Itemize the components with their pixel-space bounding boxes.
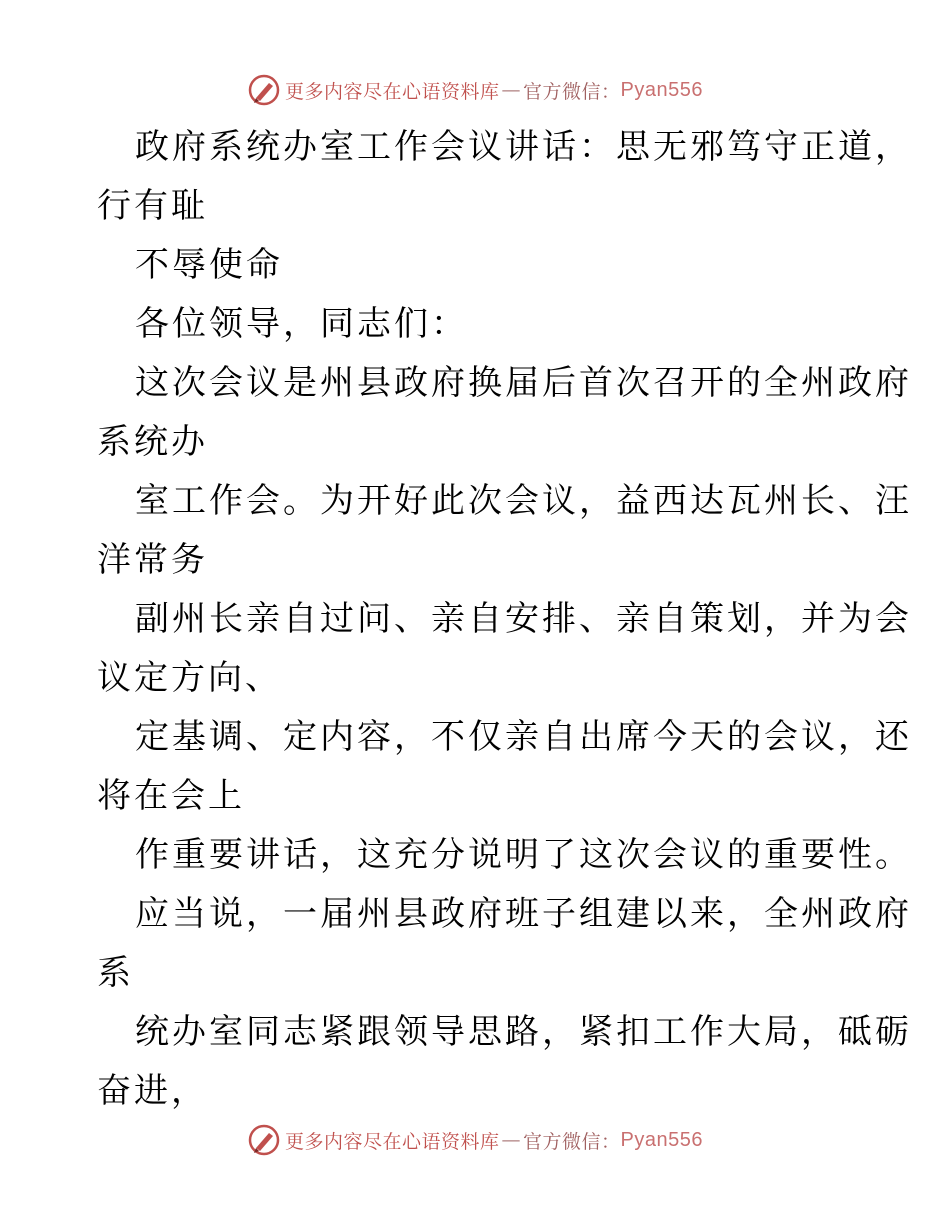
footer-wechat-id: Pyan556	[620, 1128, 703, 1151]
footer-banner-separator: —	[501, 1129, 522, 1151]
body-line: 系	[97, 953, 134, 993]
body-line: 这次会议是州县政府换届后首次召开的全州政府	[135, 363, 912, 403]
header-banner	[0, 70, 950, 110]
header-wechat-label: 官方微信：	[523, 80, 621, 103]
body-line: 各位领导，同志们：	[135, 304, 468, 344]
footer-banner-text: 更多内容尽在心语资料库	[285, 1130, 500, 1153]
document-body	[97, 118, 912, 1121]
header-banner-separator: —	[501, 79, 522, 101]
body-line: 奋进，	[97, 1071, 208, 1111]
body-line: 统办室同志紧跟领导思路，紧扣工作大局，砥砺	[135, 1012, 912, 1052]
body-line: 议定方向、	[97, 658, 282, 698]
body-line: 应当说，一届州县政府班子组建以来，全州政府	[135, 894, 912, 934]
footer-banner	[0, 1120, 950, 1160]
body-line: 将在会上	[97, 776, 245, 816]
body-line: 系统办	[97, 422, 208, 462]
body-line: 定基调、定内容，不仅亲自出席今天的会议，还	[135, 717, 912, 757]
body-line: 作重要讲话，这充分说明了这次会议的重要性。	[135, 835, 912, 875]
body-line: 行有耻	[97, 186, 208, 226]
body-line: 副州长亲自过问、亲自安排、亲自策划，并为会	[135, 599, 912, 639]
body-line: 政府系统办室工作会议讲话：思无邪笃守正道，	[135, 127, 912, 167]
pen-logo-icon	[247, 1123, 281, 1157]
header-banner-text: 更多内容尽在心语资料库	[285, 80, 500, 103]
header-wechat-id: Pyan556	[620, 78, 703, 101]
footer-wechat-label: 官方微信：	[523, 1130, 621, 1153]
body-line: 室工作会。为开好此次会议，益西达瓦州长、汪	[135, 481, 912, 521]
body-line: 洋常务	[97, 540, 208, 580]
pen-logo-icon	[247, 73, 281, 107]
body-line: 不辱使命	[135, 245, 283, 285]
